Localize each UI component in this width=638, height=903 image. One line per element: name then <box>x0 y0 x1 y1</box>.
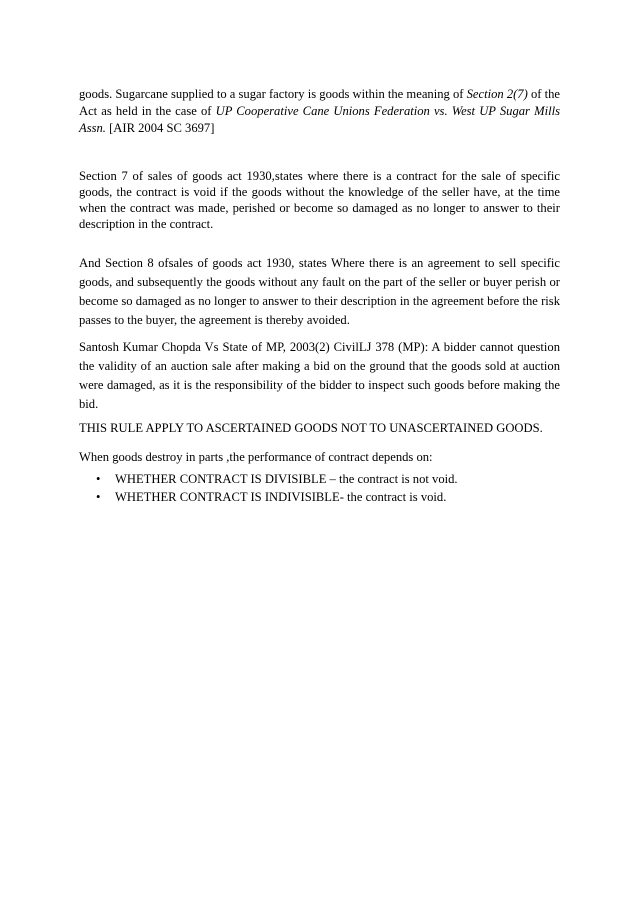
paragraph-rule: THIS RULE APPLY TO ASCERTAINED GOODS NOT TO UNASCERTAINED GOODS. <box>79 420 543 435</box>
paragraph-section-8: And Section 8 ofsales of goods act 1930, states Where there is an agreement to sell specific goods, and subsequently the goods without any fault on the part of the seller or buyer perish or become so damaged as no longer to answer to their description in the agreement before the risk passes to the buyer, the agreement is thereby avoided. <box>79 255 560 327</box>
para1-text-b: of the Act as held in the case of <box>79 86 560 118</box>
paragraph-parts: When goods destroy in parts ,the performance of contract depends on: <box>79 449 433 464</box>
section-reference: Section 2(7) <box>466 86 528 101</box>
list-item <box>79 470 560 488</box>
para1-text-a: goods. Sugarcane supplied to a sugar factory is goods within the meaning of <box>79 86 467 101</box>
list-item-text: WHETHER CONTRACT IS DIVISIBLE – the contract is not void. <box>115 472 458 486</box>
case-name: UP Cooperative Cane Unions Federation vs. West UP Sugar Mills Assn. <box>79 103 560 135</box>
citation: [AIR 2004 SC 3697] <box>105 120 215 135</box>
list-item <box>79 488 560 506</box>
bullet-marker: • <box>96 490 101 504</box>
bullet-list <box>79 470 560 506</box>
paragraph-goods-definition <box>79 86 560 137</box>
paragraph-section-7: Section 7 of sales of goods act 1930,states where there is a contract for the sale of specific goods, the contract is void if the goods without the knowledge of the seller have, at the time when the contract was made, perished or become so damaged as no longer to answer to their description in the contract. <box>79 168 560 231</box>
list-item-text: WHETHER CONTRACT IS INDIVISIBLE- the contract is void. <box>115 490 447 504</box>
paragraph-case-santosh: Santosh Kumar Chopda Vs State of MP, 2003(2) CivilLJ 378 (MP): A bidder cannot question the validity of an auction sale after making a bid on the ground that the goods sold at auction were damaged, as it is the responsibility of the bidder to inspect such goods before making the bid. <box>79 339 560 411</box>
bullet-marker: • <box>96 472 101 486</box>
